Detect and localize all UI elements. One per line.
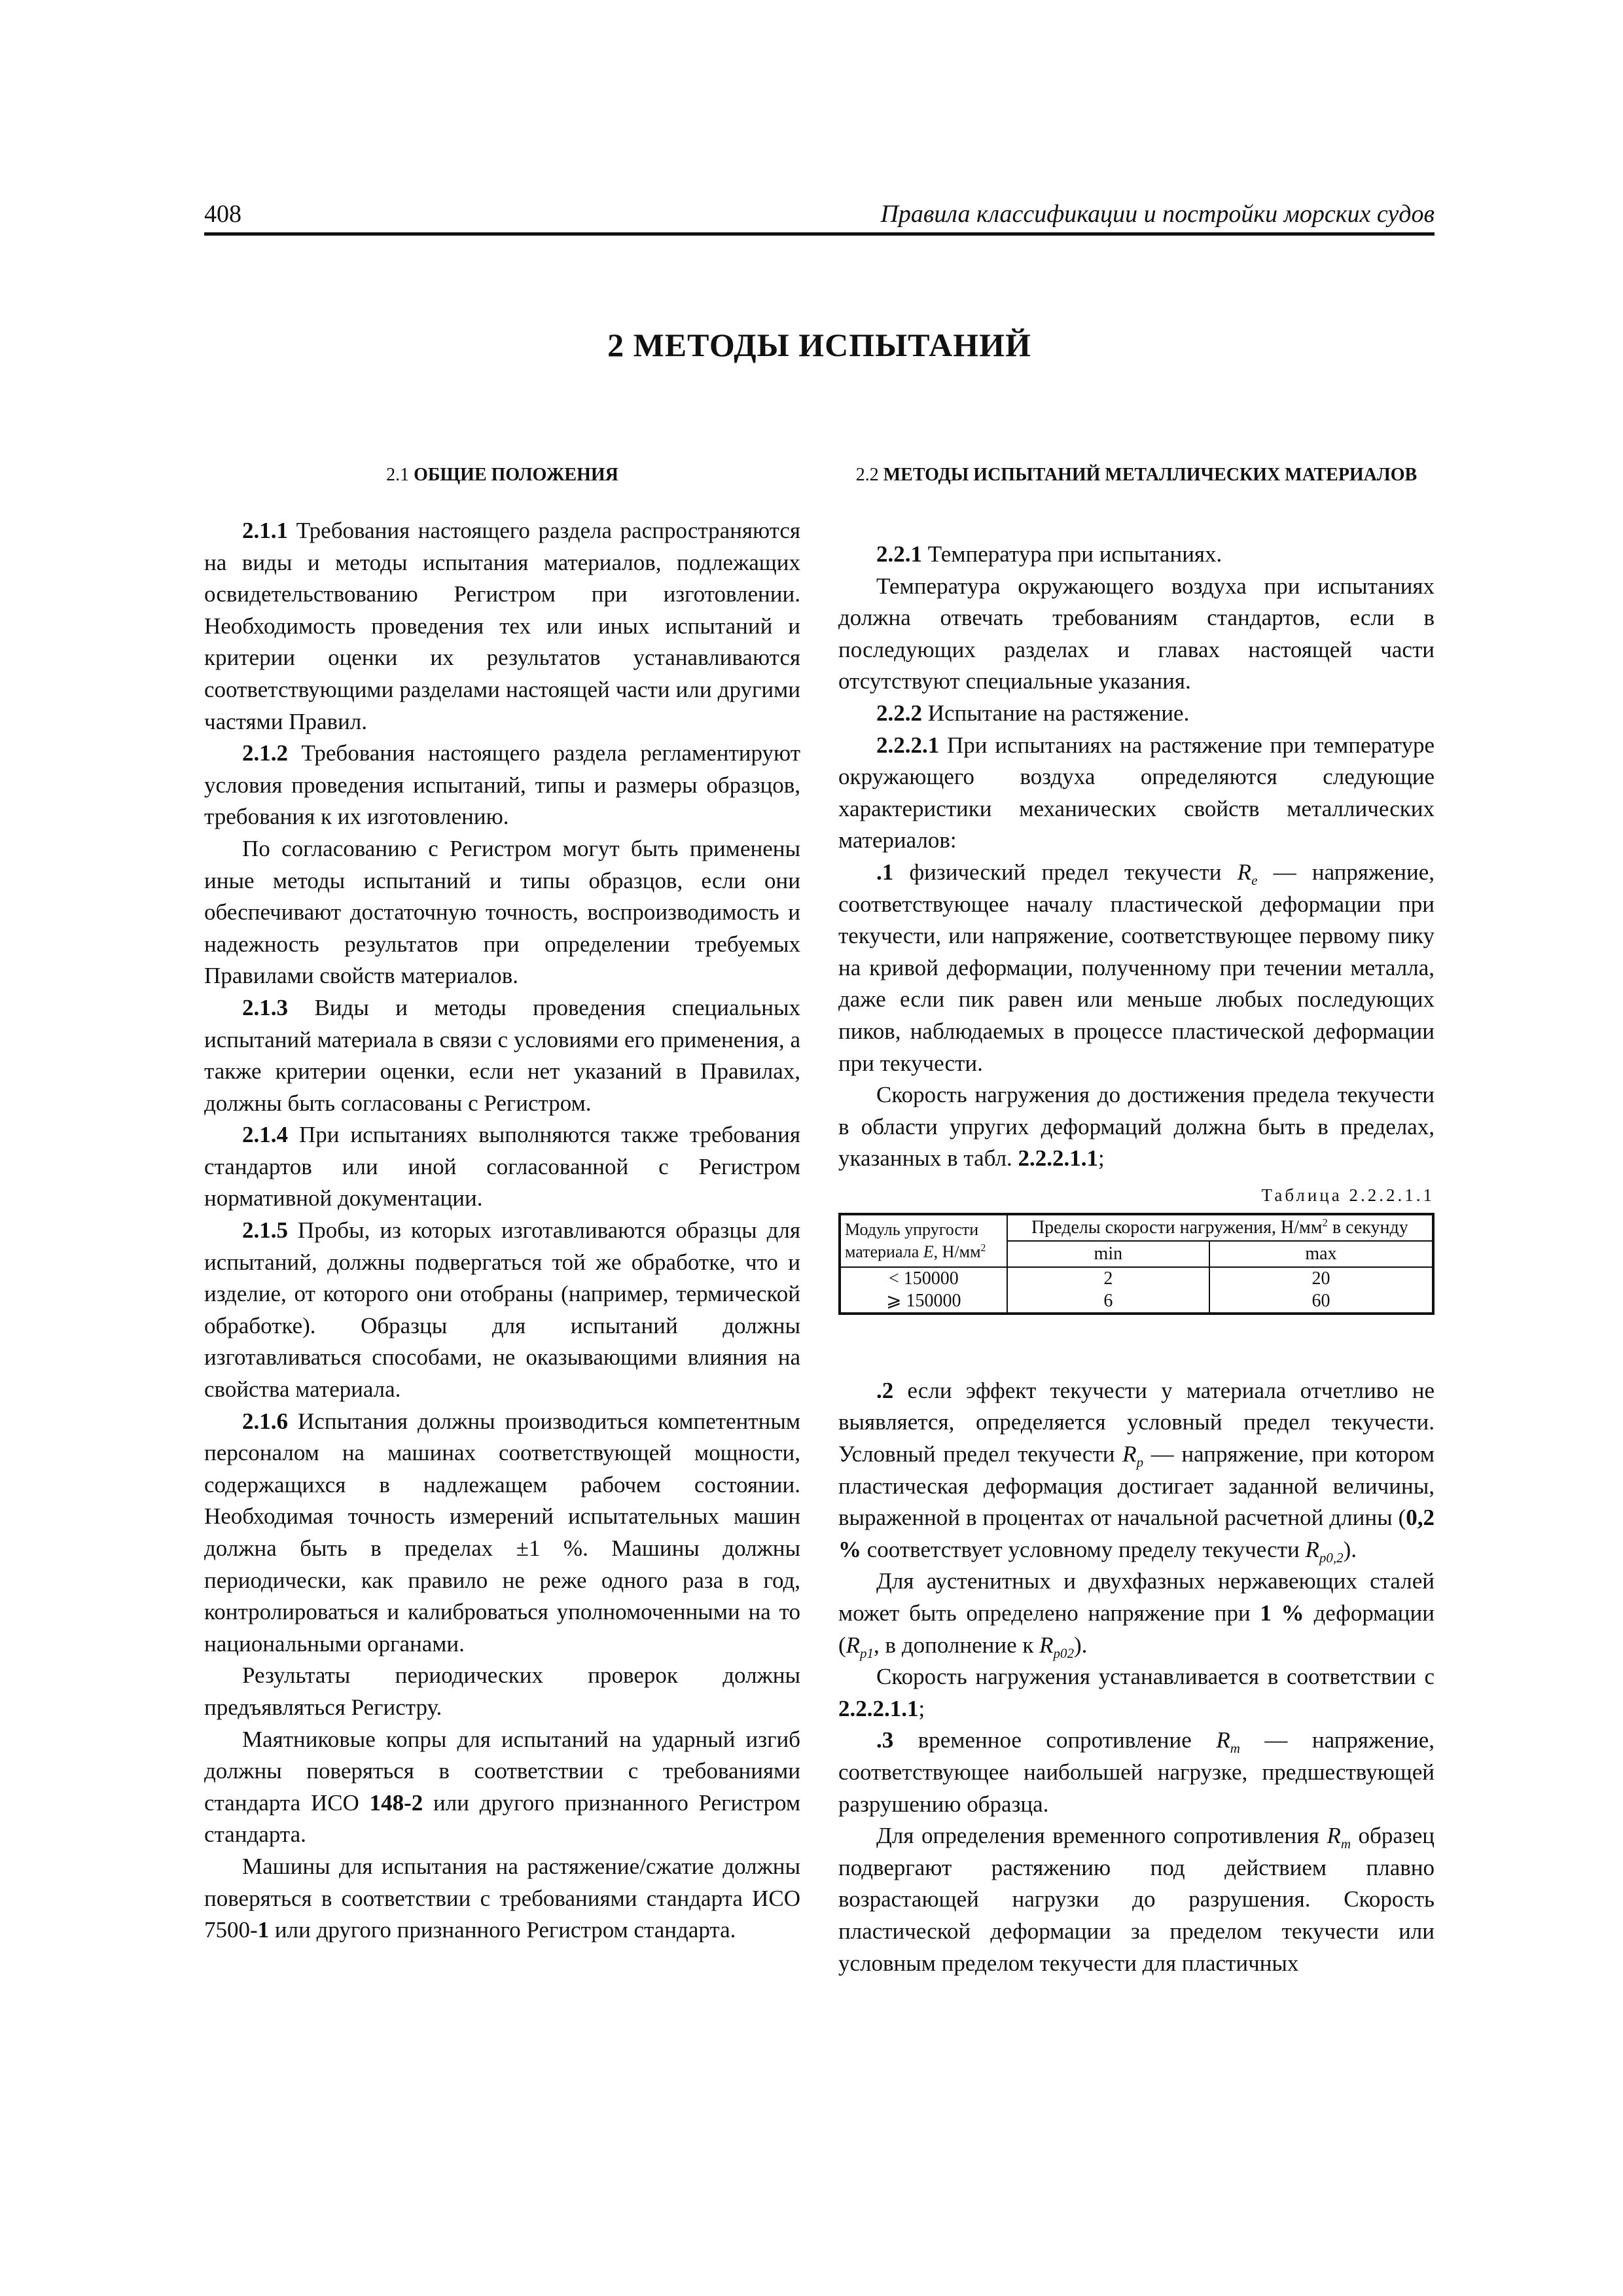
symbol-subscript: m xyxy=(1230,1740,1240,1757)
right-column xyxy=(838,463,1435,1979)
paragraph-text: Скорость нагружения до достижения предела текучести в области упругих деформаций должна быть в пределах, указанных в табл. xyxy=(838,1082,1435,1172)
paragraph-text: временное сопротивление xyxy=(893,1727,1217,1753)
paragraph-2-1-2 xyxy=(204,738,800,833)
paragraph-text: При испытаниях на растяжение при температуре окружающего воздуха определяются следующие характеристики механических свойств металлических материалов: xyxy=(838,732,1435,853)
paragraph-number: 2.1.4 xyxy=(242,1122,288,1148)
paragraph-text: Виды и методы проведения специальных испытаний материала в связи с условиями его применения, а также критерии оценки, если нет указаний в Правилах, должны быть согласованы с Регистром. xyxy=(204,994,800,1116)
paragraph-2-2-2 xyxy=(838,698,1435,730)
paragraph-text: физический предел текучести xyxy=(893,859,1238,885)
paragraph-text: Для аустенитных и двухфазных нержавеющих сталей может быть определено напряжение при xyxy=(838,1568,1435,1626)
paragraph-text: если эффект текучести у материала отчетливо не выявляется, определяется условный предел текучести. Условный предел текучести xyxy=(838,1377,1435,1467)
paragraph-text: Маятниковые копры для испытаний на ударный изгиб должны поверяться в соответствии с требованиями стандарта ИСО xyxy=(204,1726,800,1816)
paragraph-text: — напряжение, соответствующее наибольшей нагрузке, предшествующей разрушению образца. xyxy=(838,1727,1435,1817)
table-caption: Таблица 2.2.2.1.1 xyxy=(1261,1185,1435,1205)
paragraph-text: или другого признанного Регистром стандарта. xyxy=(204,1789,800,1848)
paragraph-2-1-3 xyxy=(204,992,800,1119)
section-number: 2.2 xyxy=(855,465,879,485)
paragraph-number: 2.1.1 xyxy=(242,518,288,543)
paragraph xyxy=(204,1660,800,1723)
list-item-number: .1 xyxy=(876,859,894,885)
paragraph-number: 2.2.2.1 xyxy=(876,732,940,758)
table-cell-min: 6 xyxy=(1007,1290,1209,1314)
paragraph-text: Испытание на растяжение. xyxy=(922,700,1190,726)
paragraph-text: Машины для испытания на растяжение/сжатие должны поверяться в соответствии с требованиями стандарта ИСО 7500- xyxy=(204,1853,800,1943)
paragraph xyxy=(838,1661,1435,1725)
tolerance-value: ±1 % xyxy=(516,1535,583,1561)
running-title: Правила классификации и постройки морских судов xyxy=(880,200,1435,228)
paragraph-number: 2.2.2 xyxy=(876,700,922,726)
paragraph xyxy=(204,1724,800,1851)
list-item-3 xyxy=(838,1725,1435,1820)
paragraph xyxy=(204,1851,800,1946)
paragraph xyxy=(838,571,1435,698)
table-cell-modulus: ⩾ 150000 xyxy=(840,1290,1007,1314)
paragraph-text: ; xyxy=(1098,1145,1105,1172)
section-heading-2-1 xyxy=(204,463,800,487)
paragraph-text: Для определения временного сопротивления xyxy=(876,1823,1327,1849)
table-header-max: max xyxy=(1209,1241,1433,1267)
symbol-subscript: p02 xyxy=(1053,1645,1075,1661)
chapter-title: 2 МЕТОДЫ ИСПЫТАНИЙ xyxy=(607,327,1031,363)
symbol: R xyxy=(1122,1441,1137,1467)
paragraph-text: деформации ( xyxy=(838,1600,1435,1658)
paragraph-2-1-4 xyxy=(204,1119,800,1215)
symbol: R xyxy=(1216,1727,1230,1753)
clause-reference: 2.2.2.1.1 xyxy=(838,1695,919,1721)
paragraph-text: Скорость нагружения устанавливается в соответствии с xyxy=(876,1664,1435,1690)
paragraph-text: Температура при испытаниях. xyxy=(922,541,1222,567)
loading-rate-table xyxy=(838,1213,1435,1315)
table-header-min: min xyxy=(1007,1241,1209,1267)
page-number: 408 xyxy=(204,200,241,228)
paragraph-text: Пробы, из которых изготавливаются образцы для испытаний, должны подвергаться той же обработке, что и изделие, от которого они отобраны (например, термической обработке). Образцы для испытаний должны изготавливаться способами, не оказывающими влияния на свойства материала. xyxy=(204,1217,800,1403)
section-title: ОБЩИЕ ПОЛОЖЕНИЯ xyxy=(414,465,618,485)
paragraph xyxy=(838,1566,1435,1661)
paragraph-text: Температура окружающего воздуха при испытаниях должна отвечать требованиям стандартов, если в последующих разделах и главах настоящей части отсутствуют специальные указания. xyxy=(838,573,1435,694)
symbol: R xyxy=(1305,1536,1319,1562)
paragraph-2-1-6 xyxy=(204,1406,800,1660)
list-item-1 xyxy=(838,857,1435,1079)
paragraph-text: Результаты периодических проверок должны предъявляться Регистру. xyxy=(204,1662,800,1720)
table-header-row xyxy=(840,1214,1433,1241)
paragraph-2-1-5 xyxy=(204,1215,800,1406)
symbol-subscript: e xyxy=(1251,872,1258,888)
percent-value: 0,2 % xyxy=(838,1505,1435,1562)
paragraph-2-2-1 xyxy=(838,539,1435,571)
page-header xyxy=(204,196,1435,236)
paragraph-text: Требования настоящего раздела регламентируют условия проведения испытаний, типы и размеры образцов, требования к их изготовлению. xyxy=(204,740,800,830)
section-heading-2-2 xyxy=(838,463,1435,487)
paragraph-2-1-1 xyxy=(204,515,800,738)
paragraph-text: По согласованию с Регистром могут быть применены иные методы испытаний и типы образцов, если они обеспечивают достаточную точность, воспроизводимость и надежность результатов при определении требуемых Правилами свойств материалов. xyxy=(204,835,800,989)
paragraph xyxy=(838,1079,1435,1175)
paragraph-text: или другого признанного Регистром стандарта. xyxy=(269,1917,736,1943)
section-title: МЕТОДЫ ИСПЫТАНИЙ МЕТАЛЛИЧЕСКИХ МАТЕРИАЛОВ xyxy=(883,465,1418,485)
paragraph-2-2-2-1 xyxy=(838,730,1435,857)
percent-value: 1 % xyxy=(1260,1600,1304,1626)
table-cell-max: 60 xyxy=(1209,1290,1433,1314)
table-reference: 2.2.2.1.1 xyxy=(1018,1145,1099,1172)
list-item-number: .3 xyxy=(876,1727,894,1753)
paragraph-text: ; xyxy=(918,1695,925,1721)
symbol: R xyxy=(1237,859,1252,885)
section-number: 2.1 xyxy=(386,465,410,485)
paragraph-number: 2.1.3 xyxy=(242,994,288,1020)
paragraph-text: — напряжение, соответствующее началу пластической деформации при текучести, или напряжение, соответствующее первому пику на кривой деформации, полученному при течении металла, даже если пик равен или меньше любых последующих пиков, наблюдаемых в процессе пластической деформации при текучести. xyxy=(838,859,1435,1076)
symbol: R xyxy=(1039,1632,1054,1658)
table-header-rate-limits: Пределы скорости нагружения, $Н/мм^2$ в секунду xyxy=(1007,1214,1433,1241)
paragraph-number: 2.1.5 xyxy=(242,1217,288,1244)
paragraph-text: соответствует условному пределу текучести xyxy=(861,1536,1306,1562)
list-item-2 xyxy=(838,1375,1435,1566)
symbol-subscript: p1 xyxy=(860,1645,874,1661)
standard-number: 148-2 xyxy=(369,1789,423,1816)
symbol: R xyxy=(846,1632,861,1658)
symbol: R xyxy=(1327,1823,1341,1849)
left-column xyxy=(204,463,800,1946)
table-cell-modulus: < 150000 xyxy=(840,1267,1007,1290)
symbol-subscript: p0,2 xyxy=(1319,1549,1344,1566)
paragraph-number: 2.2.1 xyxy=(876,541,922,567)
paragraph xyxy=(838,1820,1435,1979)
paragraph-text: ). xyxy=(1343,1536,1357,1562)
paragraph-text: Испытания должны производиться компетентным персоналом на машинах соответствующей мощности, содержащихся в надлежащем рабочем состоянии. Необходимая точность измерений испытательных машин должна быть в пределах xyxy=(204,1408,800,1561)
paragraph-text: образец подвергают растяжению под действием плавно возрастающей нагрузки до разрушения. Скорость пластической деформации за пределом текучести или условным пределом текучести для пластичных xyxy=(838,1823,1435,1976)
table-header-modulus: Модуль упругости материала E, $Н/мм^2$ xyxy=(840,1214,1007,1267)
paragraph-number: 2.1.6 xyxy=(242,1408,288,1434)
symbol-subscript: m xyxy=(1340,1836,1351,1852)
paragraph-text: , в дополнение к xyxy=(874,1632,1040,1658)
standard-number: 1 xyxy=(257,1917,270,1943)
symbol-subscript: p xyxy=(1136,1454,1144,1471)
paragraph-text: . Машины должны периодически, как правило не реже одного раза в год, контролироваться и калиброваться уполномоченными на то национальными органами. xyxy=(204,1535,801,1657)
table-row xyxy=(840,1267,1433,1290)
paragraph-text: — напряжение, при котором пластическая деформация достигает заданной величины, выраженной в процентах от начальной расчетной длины ( xyxy=(838,1441,1435,1531)
list-item-number: .2 xyxy=(876,1377,894,1403)
paragraph-text: Требования настоящего раздела распространяются на виды и методы испытания материалов, подлежащих освидетельствованию Регистром при изготовлении. Необходимость проведения тех или иных испытаний и критерии оценки их результатов устанавливаются соответствующими разделами настоящей части или другими частями Правил. xyxy=(204,518,800,734)
paragraph xyxy=(204,833,800,992)
table-cell-max: 20 xyxy=(1209,1267,1433,1290)
table-cell-min: 2 xyxy=(1007,1267,1209,1290)
paragraph-number: 2.1.2 xyxy=(242,740,288,766)
paragraph-text: ). xyxy=(1074,1632,1088,1658)
paragraph-text: При испытаниях выполняются также требования стандартов или иной согласованной с Регистром нормативной документации. xyxy=(204,1122,800,1211)
table-row xyxy=(840,1290,1433,1314)
